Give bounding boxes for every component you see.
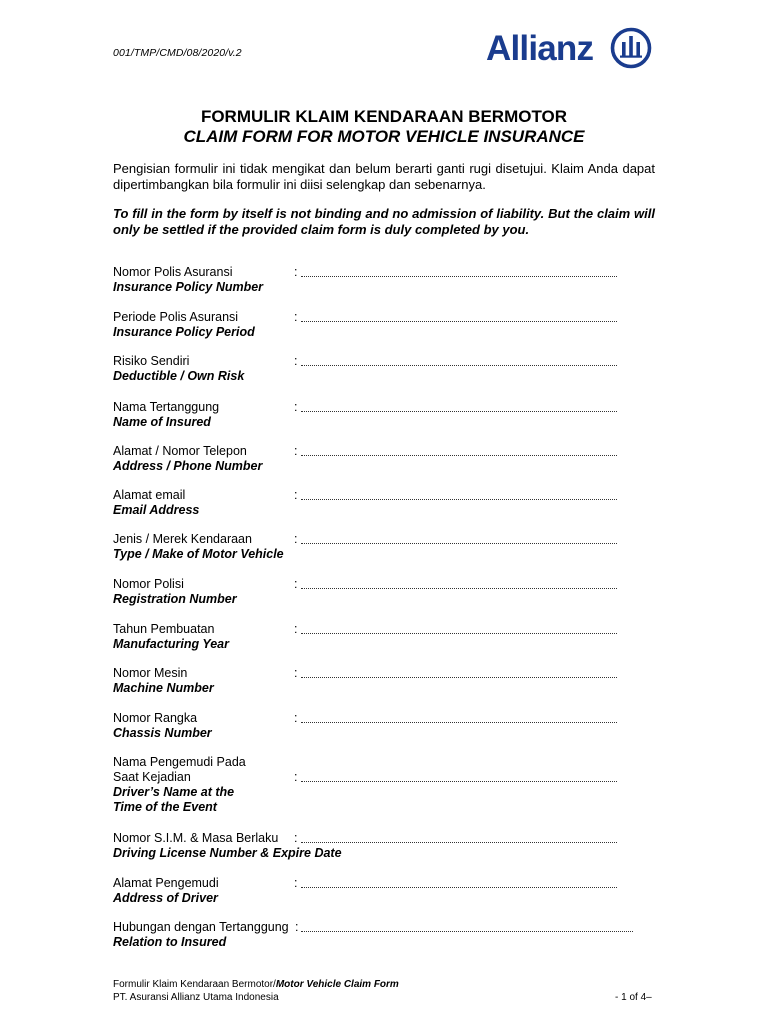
field-label-en: Email Address: [113, 503, 200, 517]
machine-number-input-line[interactable]: [301, 677, 617, 678]
field-colon: :: [294, 577, 298, 591]
field-label-en: Registration Number: [113, 592, 237, 606]
field-label: Jenis / Merek Kendaraan: [113, 532, 252, 546]
field-label-line2: Saat Kejadian: [113, 770, 191, 784]
field-registration-number: [113, 577, 673, 617]
address-phone-input-line[interactable]: [301, 455, 617, 456]
footer-form-name: [113, 979, 399, 990]
footer-company: PT. Asuransi Allianz Utama Indonesia: [113, 992, 279, 1003]
form-subtitle: CLAIM FORM FOR MOTOR VEHICLE INSURANCE: [183, 127, 585, 146]
field-label-en: Machine Number: [113, 681, 214, 695]
field-insured-name: [113, 400, 673, 440]
field-driving-license: [113, 831, 673, 871]
field-colon: :: [294, 622, 298, 636]
vehicle-type-input-line[interactable]: [301, 543, 617, 544]
field-label-en: Relation to Insured: [113, 935, 227, 949]
field-colon: :: [294, 488, 298, 502]
driver-name-input-line[interactable]: [301, 781, 617, 782]
page-number: - 1 of 4–: [615, 992, 652, 1003]
field-label-en: Deductible / Own Risk: [113, 369, 245, 383]
field-colon: :: [294, 831, 298, 845]
field-colon: :: [294, 265, 298, 279]
field-deductible: [113, 354, 673, 394]
field-label: Nama Pengemudi Pada: [113, 755, 246, 769]
field-colon: :: [294, 711, 298, 725]
field-relation-to-insured: [113, 920, 673, 960]
field-label: Risiko Sendiri: [113, 354, 190, 368]
field-label: Nama Tertanggung: [113, 400, 220, 414]
field-colon: :: [294, 400, 298, 414]
field-label: Hubungan dengan Tertanggung: [113, 920, 289, 934]
field-colon: :: [294, 666, 298, 680]
field-chassis-number: [113, 711, 673, 751]
field-label-en: Manufacturing Year: [113, 637, 229, 651]
allianz-logo: [486, 27, 656, 75]
field-colon: :: [294, 354, 298, 368]
manufacturing-year-input-line[interactable]: [301, 633, 617, 634]
field-label-en: Address of Driver: [113, 891, 218, 905]
field-colon: :: [294, 532, 298, 546]
field-label: Periode Polis Asuransi: [113, 310, 239, 324]
field-label: Nomor Polis Asuransi: [113, 265, 233, 279]
field-label-en: Address / Phone Number: [113, 459, 263, 473]
field-label: Alamat Pengemudi: [113, 876, 219, 890]
field-label: Alamat email: [113, 488, 186, 502]
insured-name-input-line[interactable]: [301, 411, 617, 412]
policy-number-input-line[interactable]: [301, 276, 617, 277]
driving-license-input-line[interactable]: [301, 842, 617, 843]
field-label-en: Insurance Policy Number: [113, 280, 264, 294]
field-label-en: Chassis Number: [113, 726, 212, 740]
field-label-en: Driving License Number & Expire Date: [113, 846, 342, 860]
field-label: Tahun Pembuatan: [113, 622, 215, 636]
field-colon: :: [294, 444, 298, 458]
field-label: Nomor Polisi: [113, 577, 184, 591]
field-email: [113, 488, 673, 528]
deductible-input-line[interactable]: [301, 365, 617, 366]
field-label: Nomor Rangka: [113, 711, 198, 725]
field-label: Alamat / Nomor Telepon: [113, 444, 247, 458]
intro-paragraph-en: To fill in the form by itself is not binding and no admission of liability. But the claim will only be settled if the provided claim form is duly completed by you.: [113, 206, 655, 237]
field-colon: :: [294, 876, 298, 890]
field-colon: :: [294, 770, 298, 784]
field-policy-period: [113, 310, 673, 350]
form-title: FORMULIR KLAIM KENDARAAN BERMOTOR: [200, 107, 568, 126]
footer-form-name-id: Formulir Klaim Kendaraan Bermotor/: [113, 979, 276, 990]
driver-address-input-line[interactable]: [301, 887, 617, 888]
field-label-en: Type / Make of Motor Vehicle: [113, 547, 284, 561]
registration-number-input-line[interactable]: [301, 588, 617, 589]
footer-form-name-en: Motor Vehicle Claim Form: [275, 979, 399, 990]
field-machine-number: [113, 666, 673, 706]
document-code: 001/TMP/CMD/08/2020/v.2: [113, 47, 242, 59]
chassis-number-input-line[interactable]: [301, 722, 617, 723]
field-label-en: Name of Insured: [113, 415, 211, 429]
field-label-en: Driver’s Name at the: [113, 785, 235, 799]
allianz-eagle-icon: [610, 27, 652, 69]
email-input-line[interactable]: [301, 499, 617, 500]
field-colon: :: [295, 920, 299, 934]
intro-paragraph-id: Pengisian formulir ini tidak mengikat dan belum berarti ganti rugi disetujui. Klaim Anda dapat dipertimbangkan bila formulir ini diisi selengkap dan sebenarnya.: [113, 161, 655, 192]
field-manufacturing-year: [113, 622, 673, 662]
field-address-phone: [113, 444, 673, 484]
relation-input-line[interactable]: [301, 931, 633, 932]
brand-name: Allianz: [486, 29, 594, 68]
field-driver-name: [113, 755, 673, 819]
field-vehicle-type: [113, 532, 673, 572]
field-driver-address: [113, 876, 673, 916]
field-colon: :: [294, 310, 298, 324]
field-label: Nomor S.I.M. & Masa Berlaku: [113, 831, 279, 845]
policy-period-input-line[interactable]: [301, 321, 617, 322]
field-label: Nomor Mesin: [113, 666, 188, 680]
field-label-en: Insurance Policy Period: [113, 325, 255, 339]
field-label-en-line2: Time of the Event: [113, 800, 217, 814]
field-policy-number: [113, 265, 673, 305]
